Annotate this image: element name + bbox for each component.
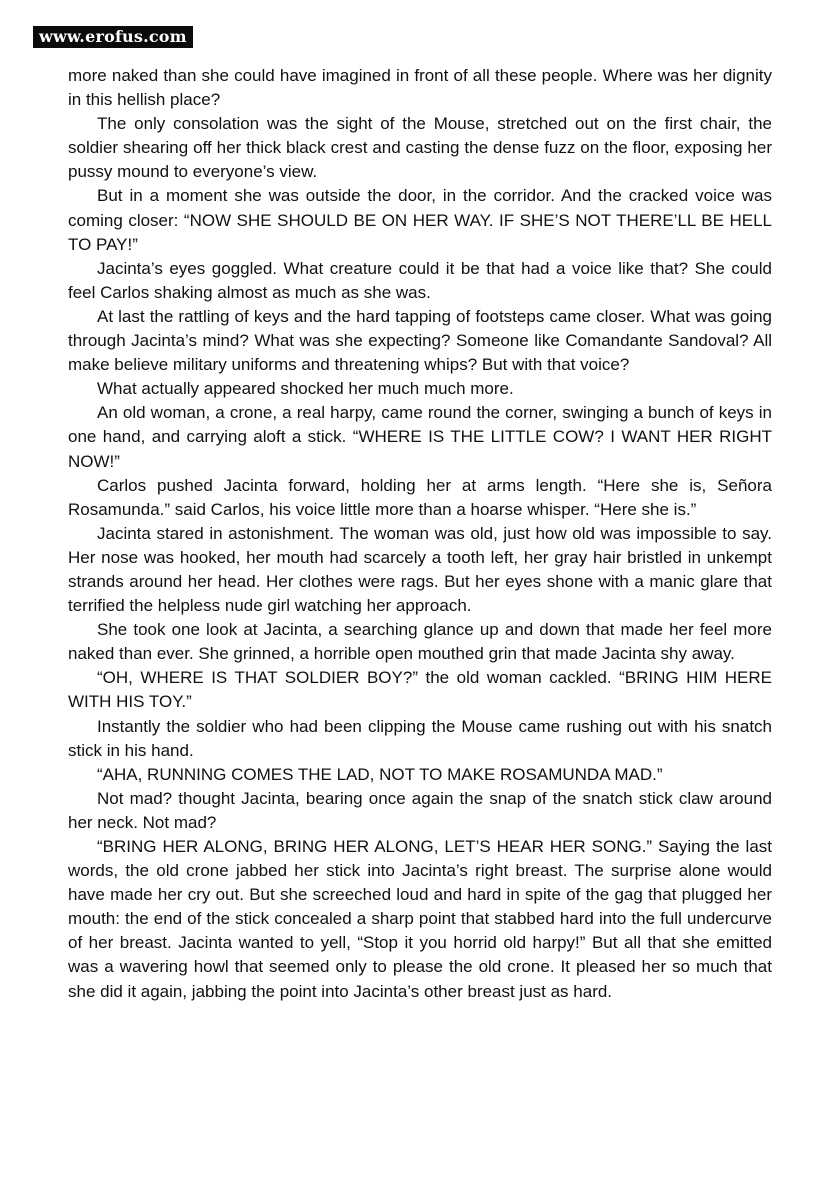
watermark-logo: www.erofus.com — [33, 26, 193, 48]
paragraph: But in a moment she was outside the door, in the corridor. And the cracked voice was coming closer: “NOW SHE SHOULD BE ON HER WAY. IF SHE’S NOT THERE’LL BE HELL TO PAY!” — [68, 186, 772, 254]
paragraph: “AHA, RUNNING COMES THE LAD, NOT TO MAKE ROSAMUNDA MAD.” — [97, 764, 663, 784]
paragraph: Jacinta stared in astonishment. The woman was old, just how old was impossible to say. Her nose was hooked, her mouth had scarcely a tooth left, her gray hair bristled in unkempt strands around her head. Her clothes were rags. But her eyes shone with a manic glare that terrified the helpless nude girl watching her approach. — [68, 523, 772, 616]
paragraph: Instantly the soldier who had been clipping the Mouse came rushing out with his snatch stick in his hand. — [68, 716, 772, 760]
paragraph: more naked than she could have imagined in front of all these people. Where was her dignity in this hellish place? — [68, 66, 772, 110]
paragraph: “OH, WHERE IS THAT SOLDIER BOY?” the old woman cackled. “BRING HIM HERE WITH HIS TOY.” — [68, 668, 772, 712]
paragraph: “BRING HER ALONG, BRING HER ALONG, LET’S HEAR HER SONG.” Saying the last words, the old crone jabbed her stick into Jacinta’s right breast. The surprise alone would have made her cry out. But she screeched loud and hard in spite of the gag that plugged her mouth: the end of the stick concealed a sharp point that stabbed hard into the full undercurve of her breast. Jacinta wanted to yell, “Stop it you horrid old harpy!” But all that she emitted was a wavering howl that seemed only to please the old crone. It pleased her so much that she did it again, jabbing the point into Jacinta’s other breast just as hard. — [68, 837, 772, 1001]
paragraph: She took one look at Jacinta, a searching glance up and down that made her feel more naked than ever. She grinned, a horrible open mouthed grin that made Jacinta shy away. — [68, 620, 772, 664]
paragraph: At last the rattling of keys and the hard tapping of footsteps came closer. What was going through Jacinta’s mind? What was she expecting? Someone like Comandante Sandoval? All make believe military uniforms and threatening whips? But with that voice? — [68, 306, 772, 375]
paragraph: Carlos pushed Jacinta forward, holding her at arms length. “Here she is, Señora Rosamunda.” said Carlos, his voice little more than a hoarse whisper. “Here she is.” — [68, 475, 772, 519]
paragraph: Jacinta’s eyes goggled. What creature could it be that had a voice like that? She could feel Carlos shaking almost as much as she was. — [68, 258, 772, 302]
paragraph: Not mad? thought Jacinta, bearing once again the snap of the snatch stick claw around her neck. Not mad? — [68, 788, 772, 832]
paragraph: The only consolation was the sight of the Mouse, stretched out on the first chair, the soldier shearing off her thick black crest and casting the dense fuzz on the floor, exposing her pussy mound to everyone’s view. — [68, 114, 772, 182]
page-text — [68, 64, 772, 1004]
paragraph: What actually appeared shocked her much much more. — [97, 379, 514, 399]
paragraph: An old woman, a crone, a real harpy, came round the corner, swinging a bunch of keys in one hand, and carrying aloft a stick. “WHERE IS THE LITTLE COW? I WANT HER RIGHT NOW!” — [68, 403, 772, 471]
